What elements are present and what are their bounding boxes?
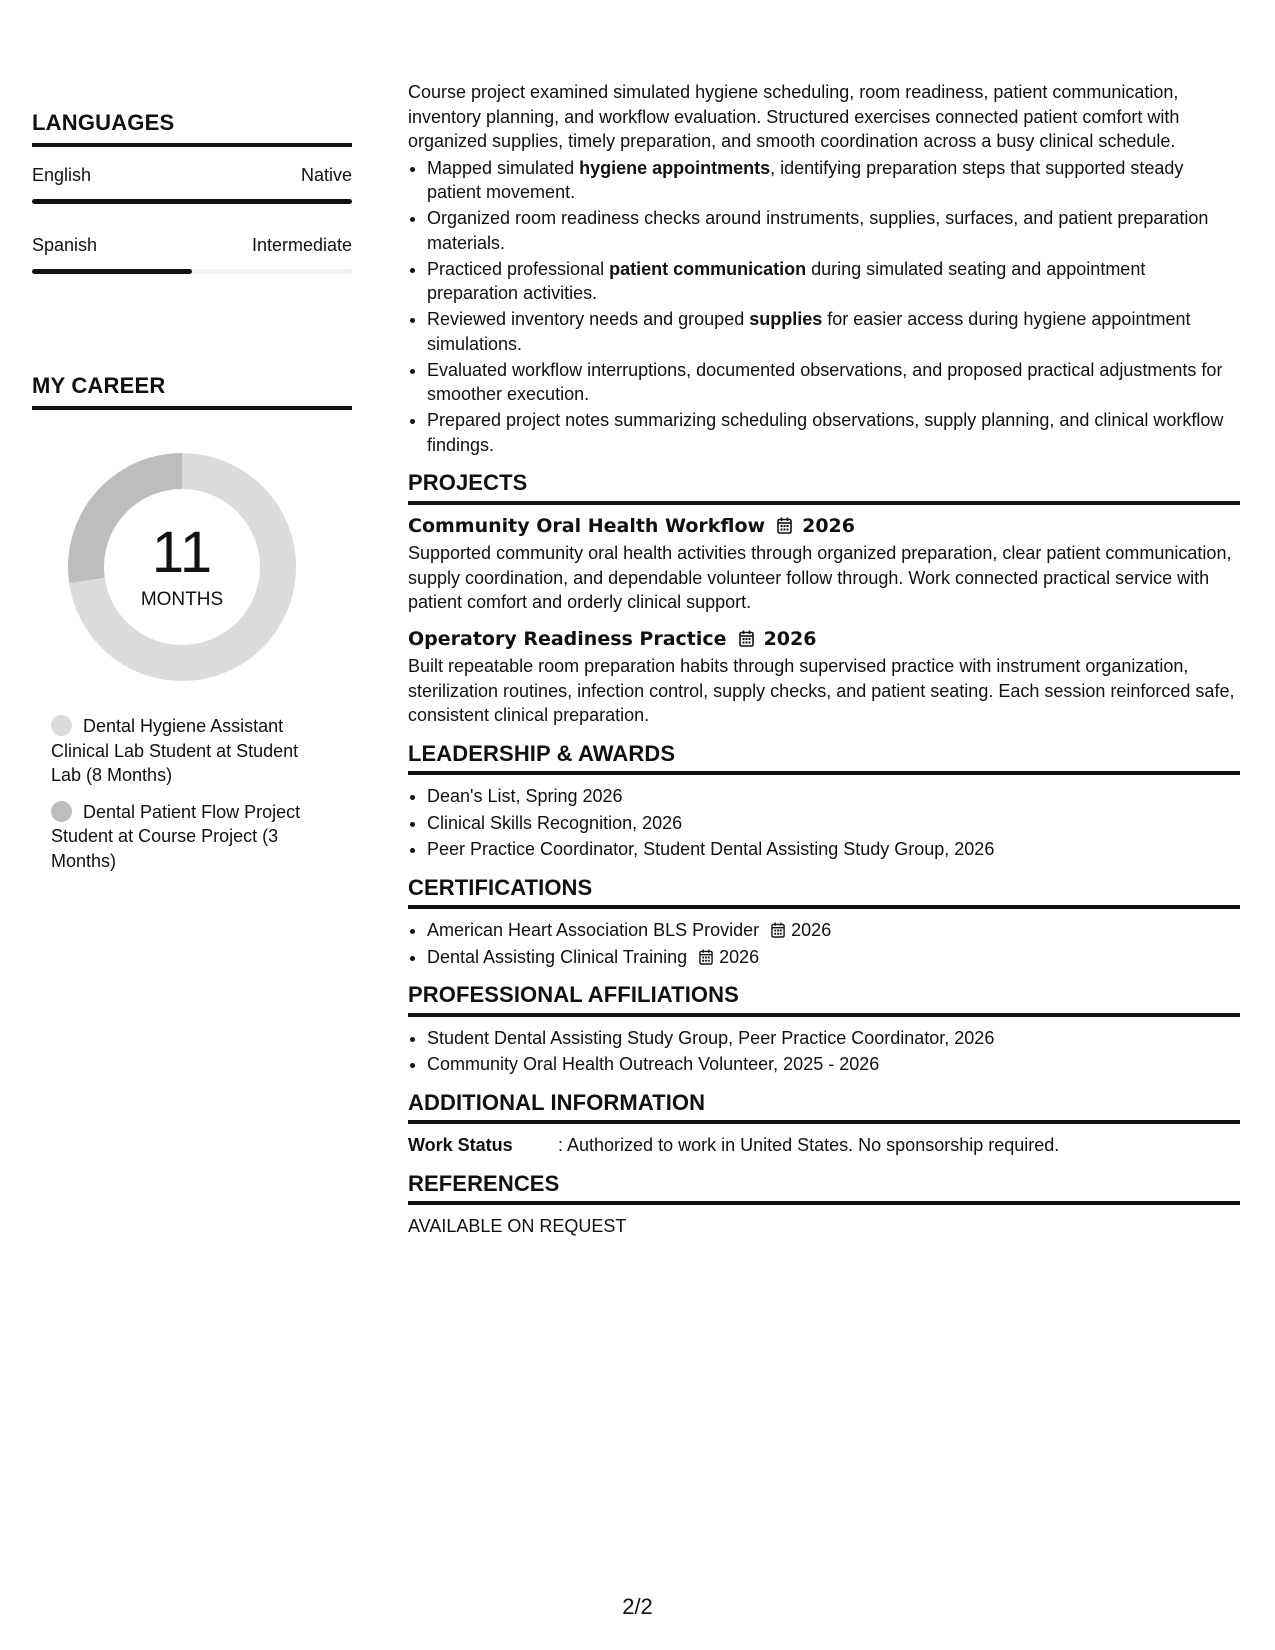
work-status-value: : Authorized to work in United States. No sponsorship required. [558, 1135, 1060, 1155]
affiliation-item: • Community Oral Health Outreach Volunteer, 2025 - 2026 [427, 1052, 1240, 1077]
career-legend-item [51, 800, 326, 874]
certification-year: 2026 [719, 946, 760, 967]
project-description: Supported community oral health activities through organized preparation, clear patient communication, supply coordination, and dependable volunteer follow through. Work connected practical service with patient comfort and orderly clinical support. [408, 543, 1232, 612]
legend-dot [51, 715, 72, 736]
calendar-icon [699, 949, 713, 965]
calendar-icon [771, 922, 785, 938]
right-column [408, 80, 1240, 1239]
references-heading: REFERENCES [408, 1172, 1240, 1206]
leadership-list [408, 784, 1240, 862]
career-heading: MY CAREER [32, 373, 352, 410]
projects-heading: PROJECTS [408, 471, 1240, 505]
language-proficiency-bar [32, 199, 352, 204]
language-proficiency-fill [32, 269, 192, 274]
career-item-text: Dental Patient Flow Project Student at Course Project (3 Months) [51, 801, 301, 871]
career-section [32, 373, 352, 873]
certifications-heading: CERTIFICATIONS [408, 876, 1240, 910]
project-description: Built repeatable room preparation habits through supervised practice with instrument organization, sterilization routines, infection control, supply checks, and patient seating. Each session reinforced safe, consistent clinical preparation. [408, 656, 1235, 725]
career-item-text: Dental Hygiene Assistant Clinical Lab Student at Student Lab (8 Months) [51, 716, 299, 785]
career-legend-item [51, 714, 326, 788]
affiliation-item: • Student Dental Assisting Study Group, Peer Practice Coordinator, 2026 [427, 1026, 1240, 1051]
certification-name: Dental Assisting Clinical Training [427, 946, 688, 967]
intro-bullets [408, 156, 1240, 458]
language-proficiency-fill [32, 199, 352, 204]
intro-bullet: • Mapped simulated hygiene appointments, identifying preparation steps that supported steady patient movement. [427, 156, 1240, 205]
intro-bullet: • Prepared project notes summarizing scheduling observations, supply planning, and clinical workflow findings. [427, 408, 1240, 457]
languages-heading: LANGUAGES [32, 110, 352, 147]
calendar-icon [777, 517, 792, 534]
project-name: Community Oral Health Workflow [408, 514, 766, 537]
career-total-unit: MONTHS [140, 589, 224, 610]
certification-name: American Heart Association BLS Provider [427, 920, 760, 940]
project-name: Operatory Readiness Practice [408, 627, 727, 650]
leadership-item: • Dean's List, Spring 2026 [427, 784, 1240, 809]
intro-bullet: • Practiced professional patient communication during simulated seating and appointment preparation activities. [427, 257, 1240, 306]
project-year: 2026 [763, 627, 817, 650]
certifications-list [408, 918, 1240, 969]
left-column [32, 110, 352, 885]
work-status-label: Work Status [408, 1135, 513, 1155]
leadership-heading: LEADERSHIP & AWARDS [408, 742, 1240, 776]
career-legend [51, 714, 326, 873]
language-level: Native [300, 165, 352, 185]
intro-bullet: • Reviewed inventory needs and grouped supplies for easier access during hygiene appointment simulations. [427, 307, 1240, 356]
language-name: Spanish [32, 235, 98, 255]
references-text: AVAILABLE ON REQUEST [408, 1216, 627, 1236]
project-item [408, 627, 1240, 728]
language-item [32, 235, 352, 305]
languages-list [32, 165, 352, 305]
career-donut-chart [67, 452, 297, 682]
language-level: Intermediate [251, 235, 352, 255]
project-year: 2026 [802, 514, 855, 537]
language-item [32, 165, 352, 235]
career-total-value: 11 [151, 520, 213, 585]
intro-paragraph: Course project examined simulated hygiene scheduling, room readiness, patient communication, inventory planning, and workflow evaluation. Structured exercises connected patient comfort with organized supplies, timely preparation, and smooth coordination across a busy clinical schedule. [408, 82, 1180, 151]
affiliations-heading: PROFESSIONAL AFFILIATIONS [408, 983, 1240, 1017]
language-proficiency-bar [32, 269, 352, 274]
leadership-item: • Clinical Skills Recognition, 2026 [427, 811, 1240, 836]
additional-info-heading: ADDITIONAL INFORMATION [408, 1091, 1240, 1125]
leadership-item: • Peer Practice Coordinator, Student Dental Assisting Study Group, 2026 [427, 837, 1240, 862]
affiliations-list [408, 1026, 1240, 1077]
certification-year: 2026 [791, 920, 832, 940]
intro-bullet: • Evaluated workflow interruptions, documented observations, and proposed practical adjustments for smoother execution. [427, 358, 1240, 407]
page-number: 2/2 [622, 1594, 653, 1619]
language-name: English [32, 165, 92, 185]
intro-bullet: • Organized room readiness checks around instruments, supplies, surfaces, and patient preparation materials. [427, 206, 1240, 255]
legend-dot [51, 801, 72, 822]
work-status-row [408, 1133, 1240, 1158]
project-item [408, 514, 1240, 615]
certification-item [427, 918, 1240, 943]
certification-item [427, 945, 1240, 970]
calendar-icon [739, 630, 754, 647]
